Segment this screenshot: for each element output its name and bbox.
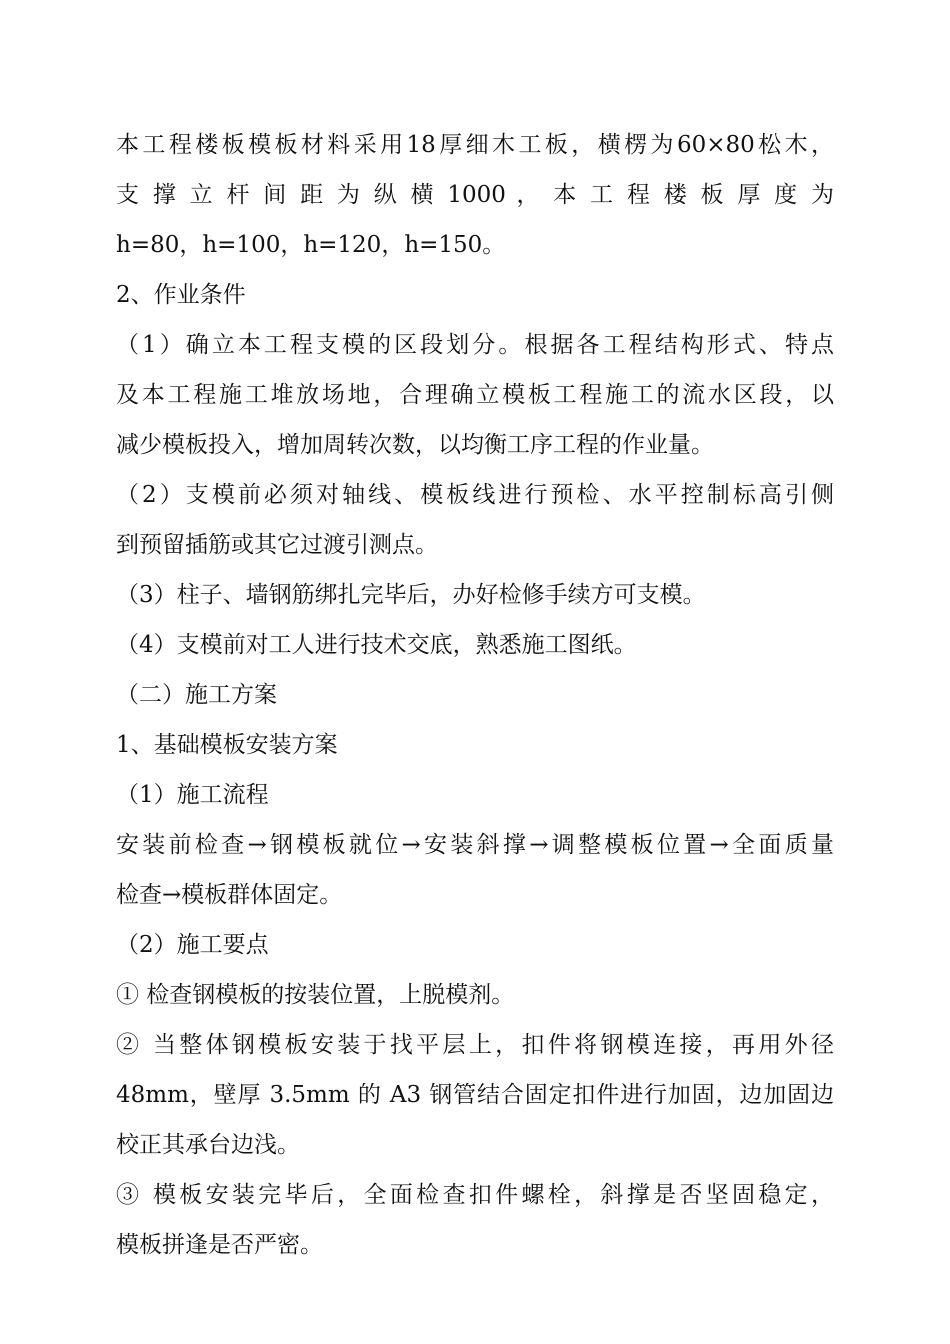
text-line: （1）确立本工程支模的区段划分。根据各工程结构形式、特点: [116, 332, 834, 358]
text-line: 支 撑 立 杆 间 距 为 纵 横 1000 ， 本 工 程 楼 板 厚 度 为: [116, 182, 834, 208]
section-heading: 1、基础模板安装方案: [116, 732, 338, 758]
text-line: 48mm，壁厚 3.5mm 的 A3 钢管结合固定扣件进行加固，边加固边: [116, 1082, 834, 1108]
text-line: 安装前检查→钢模板就位→安装斜撑→调整模板位置→全面质量: [116, 832, 834, 858]
text-line: 到预留插筋或其它过渡引测点。: [116, 532, 438, 558]
text-line: （3）柱子、墙钢筋绑扎完毕后，办好检修手续方可支模。: [116, 582, 706, 608]
section-heading: 2、作业条件: [116, 282, 246, 308]
text-line: 检查→模板群体固定。: [116, 882, 343, 908]
text-line: 校正其承台边浅。: [116, 1132, 300, 1158]
text-line: ② 当整体钢模板安装于找平层上，扣件将钢模连接，再用外径: [116, 1032, 834, 1058]
text-line: 模板拼逢是否严密。: [116, 1232, 323, 1258]
section-heading: （1）施工流程: [116, 782, 269, 808]
text-line: h=80，h=100，h=120，h=150。: [116, 232, 506, 258]
text-line: （4）支模前对工人进行技术交底，熟悉施工图纸。: [116, 632, 637, 658]
text-line: （2）支模前必须对轴线、模板线进行预检、水平控制标高引侧: [116, 482, 834, 508]
text-line: 及本工程施工堆放场地，合理确立模板工程施工的流水区段，以: [116, 382, 834, 408]
section-heading: （2）施工要点: [116, 932, 269, 958]
text-line: 减少模板投入，增加周转次数，以均衡工序工程的作业量。: [116, 432, 714, 458]
text-line: 本工程楼板模板材料采用18厚细木工板，横楞为60×80松木，: [116, 132, 834, 158]
section-heading: （二）施工方案: [116, 682, 277, 708]
text-line: ③ 模板安装完毕后，全面检查扣件螺栓，斜撑是否坚固稳定，: [116, 1182, 834, 1208]
text-line: ① 检查钢模板的按装位置，上脱模剂。: [116, 982, 515, 1008]
